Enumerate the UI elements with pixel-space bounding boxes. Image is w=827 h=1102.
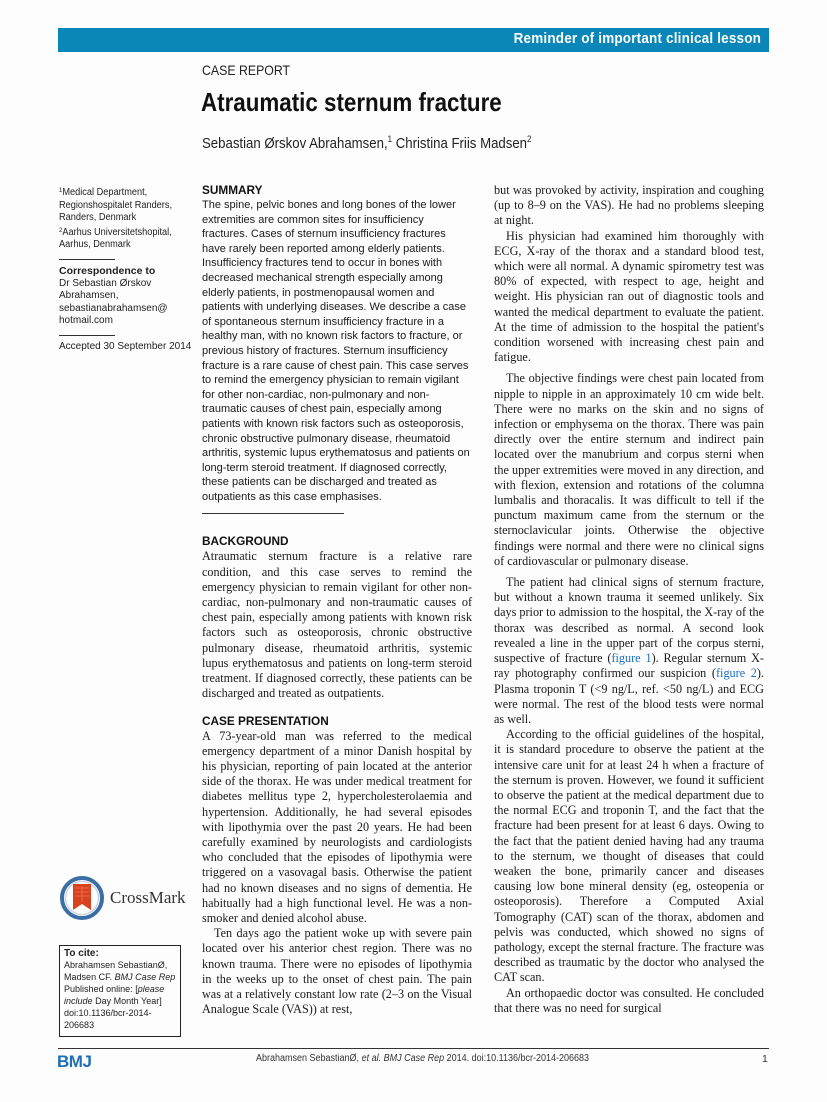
divider	[202, 513, 344, 514]
footer-citation-text: Abrahamsen SebastianØ,	[256, 1053, 362, 1064]
banner-text: Reminder of important clinical lesson	[513, 31, 761, 47]
author-list	[202, 134, 531, 152]
bmj-logo[interactable]: BMJ	[57, 1052, 92, 1071]
citation-text: Madsen CF.	[64, 972, 115, 983]
author-name: Sebastian Ørskov Abrahamsen,	[202, 135, 388, 152]
citation-line	[64, 972, 176, 984]
affiliation-marker: 2	[527, 134, 532, 144]
citation-box	[59, 945, 181, 1037]
article-type: CASE REPORT	[202, 62, 291, 78]
figure-2-link[interactable]: figure 2	[716, 666, 757, 681]
paragraph: Ten days ago the patient woke up with severe pain located over his anterior chest region. There was no known trauma. There were no episodes of lipothymia in the weeks up to the onset of chest pain. The pain was at a relatively constant low rate (2–3 on the Visual Analogue Scale (VAS)) at rest,	[202, 926, 472, 1017]
citation-text: please	[137, 984, 165, 995]
correspondence-heading: Correspondence to	[59, 264, 156, 277]
column-left	[202, 183, 472, 1017]
citation-line	[64, 996, 169, 1008]
paragraph: According to the official guidelines of the hospital, it is standard procedure to observe the patient at the intensive care unit for at least 24 h when a fracture of the sternum is proven. However, we found it sufficient to observe the patient at the medical department due to the normal ECG and troponin T, and the fact that the fracture had been present for at least 6 days. Owing to the fact that the patient denied having had any trauma to the sternum, we thought of diseases that could weaken the bone, primarily cancer and diseases causing low bone mineral density (eg, osteopenia or osteoporosis). Therefore a Computed Axial Tomography (CAT) scan of the thorax, abdomen and pelvis was conducted, which showed no signs of pathology, except the sternal fracture. The fracture was described as traumatic by the doctor who analysed the CAT scan.	[494, 727, 764, 985]
citation-doi: 206683	[64, 1020, 95, 1031]
summary-heading: SUMMARY	[202, 183, 263, 197]
accepted-date: Accepted 30 September 2014	[59, 340, 192, 352]
affiliation	[59, 185, 188, 225]
correspondence-email[interactable]: sebastianabrahamsen@	[59, 302, 168, 314]
citation-line	[64, 984, 169, 996]
column-right	[494, 183, 764, 1016]
correspondence-line: Dr Sebastian Ørskov	[59, 277, 152, 289]
crossmark-icon	[60, 876, 104, 920]
author-name: Christina Friis Madsen	[395, 135, 528, 152]
background-heading: BACKGROUND	[202, 534, 289, 549]
footer-divider	[58, 1048, 769, 1049]
divider	[59, 259, 115, 260]
affiliation-number: 1	[59, 187, 63, 194]
paragraph: His physician had examined him thoroughly with ECG, X-ray of the thorax and a standard blood test, which were all normal. A dynamic spirometry test was 80% of expected, with respect to age, height and weight. His physician ran out of diagnostic tools and wanted the medical department to evaluate the patient. At the time of admission to the hospital the patient's condition worsened with increasing chest pain and fatigue.	[494, 228, 764, 365]
footer-journal: et al. BMJ Case Rep	[361, 1053, 445, 1064]
background-text: Atraumatic sternum fracture is a relative rare condition, and this case serves to remind the emergency physician to remain vigilant for other non-cardiac, non-pulmonary and non-traumatic causes of chest pain, especially among patients with known risk factors such as osteoporosis, chronic obstructive pulmonary disease, rheumatoid arthritis, systemic lupus erythematosus and patients on long-term steroid treatment. If diagnosed correctly, these patients can be discharged and treated as outpatients.	[202, 549, 472, 701]
footer-citation	[256, 1053, 589, 1064]
correspondence-line: Abrahamsen,	[59, 290, 119, 302]
affiliation-text: Aarhus Universitetshopital, Aarhus, Denmark	[59, 226, 172, 251]
citation-doi: doi:10.1136/bcr-2014-	[64, 1008, 152, 1019]
affiliation-text: Medical Department, Regionshospitalet Randers, Randers, Denmark	[59, 187, 173, 224]
figure-1-link[interactable]: figure 1	[611, 651, 652, 666]
divider	[59, 335, 115, 336]
paragraph-text: ). Regular sternum X-ray photography confirmed our suspicion (	[494, 651, 764, 681]
paragraph	[494, 575, 764, 727]
citation-text: Published online: [	[64, 984, 138, 995]
footer-doi: 2014. doi:10.1136/bcr-2014-206683	[444, 1053, 590, 1064]
affiliation	[59, 225, 188, 252]
citation-text: Day Month Year]	[92, 996, 162, 1007]
summary-text: The spine, pelvic bones and long bones of the lower extremities are common sites for insufficiency fractures. Cases of sternum insufficiency fractures have rarely been reported among elderly patients. Insufficiency fractures tend to occur in bones with decreased mechanical strength especially among elderly patients, in postmenopausal women and patients with underlying diseases. We describe a case of spontaneous sternum insufficiency fracture in a healthy man, with no known risk factors to fracture, or previous history of fractures. Sternum insufficiency fracture is a rare cause of chest pain. This case serves to remind the emergency physician to remain vigilant for other non-cardiac, non-pulmonary and non-traumatic causes of chest pain, especially among patients with known risk factors such as osteoporosis, chronic obstructive pulmonary disease, rheumatoid arthritis, systemic lupus erythematosus and patients on long-term steroid treatment. If diagnosed correctly, these patients can be discharged and treated as outpatients as this case emphasises.	[202, 199, 470, 503]
page-number: 1	[762, 1053, 768, 1065]
case-presentation-heading: CASE PRESENTATION	[202, 713, 329, 728]
crossmark-badge[interactable]	[60, 876, 186, 920]
citation-heading: To cite:	[64, 948, 99, 959]
citation-line: Abrahamsen SebastianØ,	[64, 960, 168, 971]
paragraph-text: The patient had clinical signs of sternum fracture, but without a known trauma it seemed unlikely. Six days prior to admission to the hospital, the X-ray of the thorax was described as normal. A second look revealed a line in the upper part of the corpus sterni, suspective of fracture (	[494, 575, 764, 666]
citation-text: include	[64, 996, 93, 1007]
journal-name: BMJ Case Rep	[114, 972, 176, 983]
paragraph: A 73-year-old man was referred to the medical emergency department of a minor Danish hospital by his physician, reporting of pain located at the anterior side of the thorax. He was under medical treatment for diabetes mellitus type 2, hypercholesterolaemia and hypertension. Additionally, he had several episodes with lipothymia over the past 20 years. He had been carefully examined by neurologists and cardiologists who concluded that the episodes of lipothymia were triggered on a vasovagal basis. Otherwise the patient had no known diseases and no signs of dementia. He habitually had a high functional level. He was a non-smoker and denied alcohol abuse.	[202, 728, 472, 925]
affiliation-marker: 1	[387, 134, 393, 144]
paragraph: The objective findings were chest pain located from nipple to nipple in an approximately 10 cm wide belt. There were no marks on the skin and no signs of infection or emphysema on the thorax. There was pain directly over the entire sternum and indirect pain located over the manubrium and corpus sterni when the upper extremities were moved in any direction, and with flexion, extension and rotations of the columna lumbalis and thoracalis. It was difficult to tell if the punctum maximum came from the sternum or the sternoclavicular joints. Otherwise the objective findings were normal and there were no clinical signs of cardiovascular or pulmonary disease.	[494, 371, 764, 568]
paragraph-text: ). Plasma troponin T (<9 ng/L, ref. <50 ng/L) and ECG were normal. The rest of the blood tests were normal as well.	[494, 666, 764, 726]
affiliation-number: 2	[59, 226, 63, 234]
article-title: Atraumatic sternum fracture	[201, 87, 502, 117]
section-banner	[58, 28, 769, 52]
article-sidebar	[59, 185, 192, 354]
crossmark-label: CrossMark	[110, 888, 186, 907]
paragraph: An orthopaedic doctor was consulted. He concluded that there was no need for surgical	[494, 985, 764, 1015]
paragraph: but was provoked by activity, inspiration and coughing (up to 8–9 on the VAS). He had no problems sleeping at night.	[494, 183, 764, 228]
correspondence-email[interactable]: hotmail.com	[59, 315, 113, 327]
